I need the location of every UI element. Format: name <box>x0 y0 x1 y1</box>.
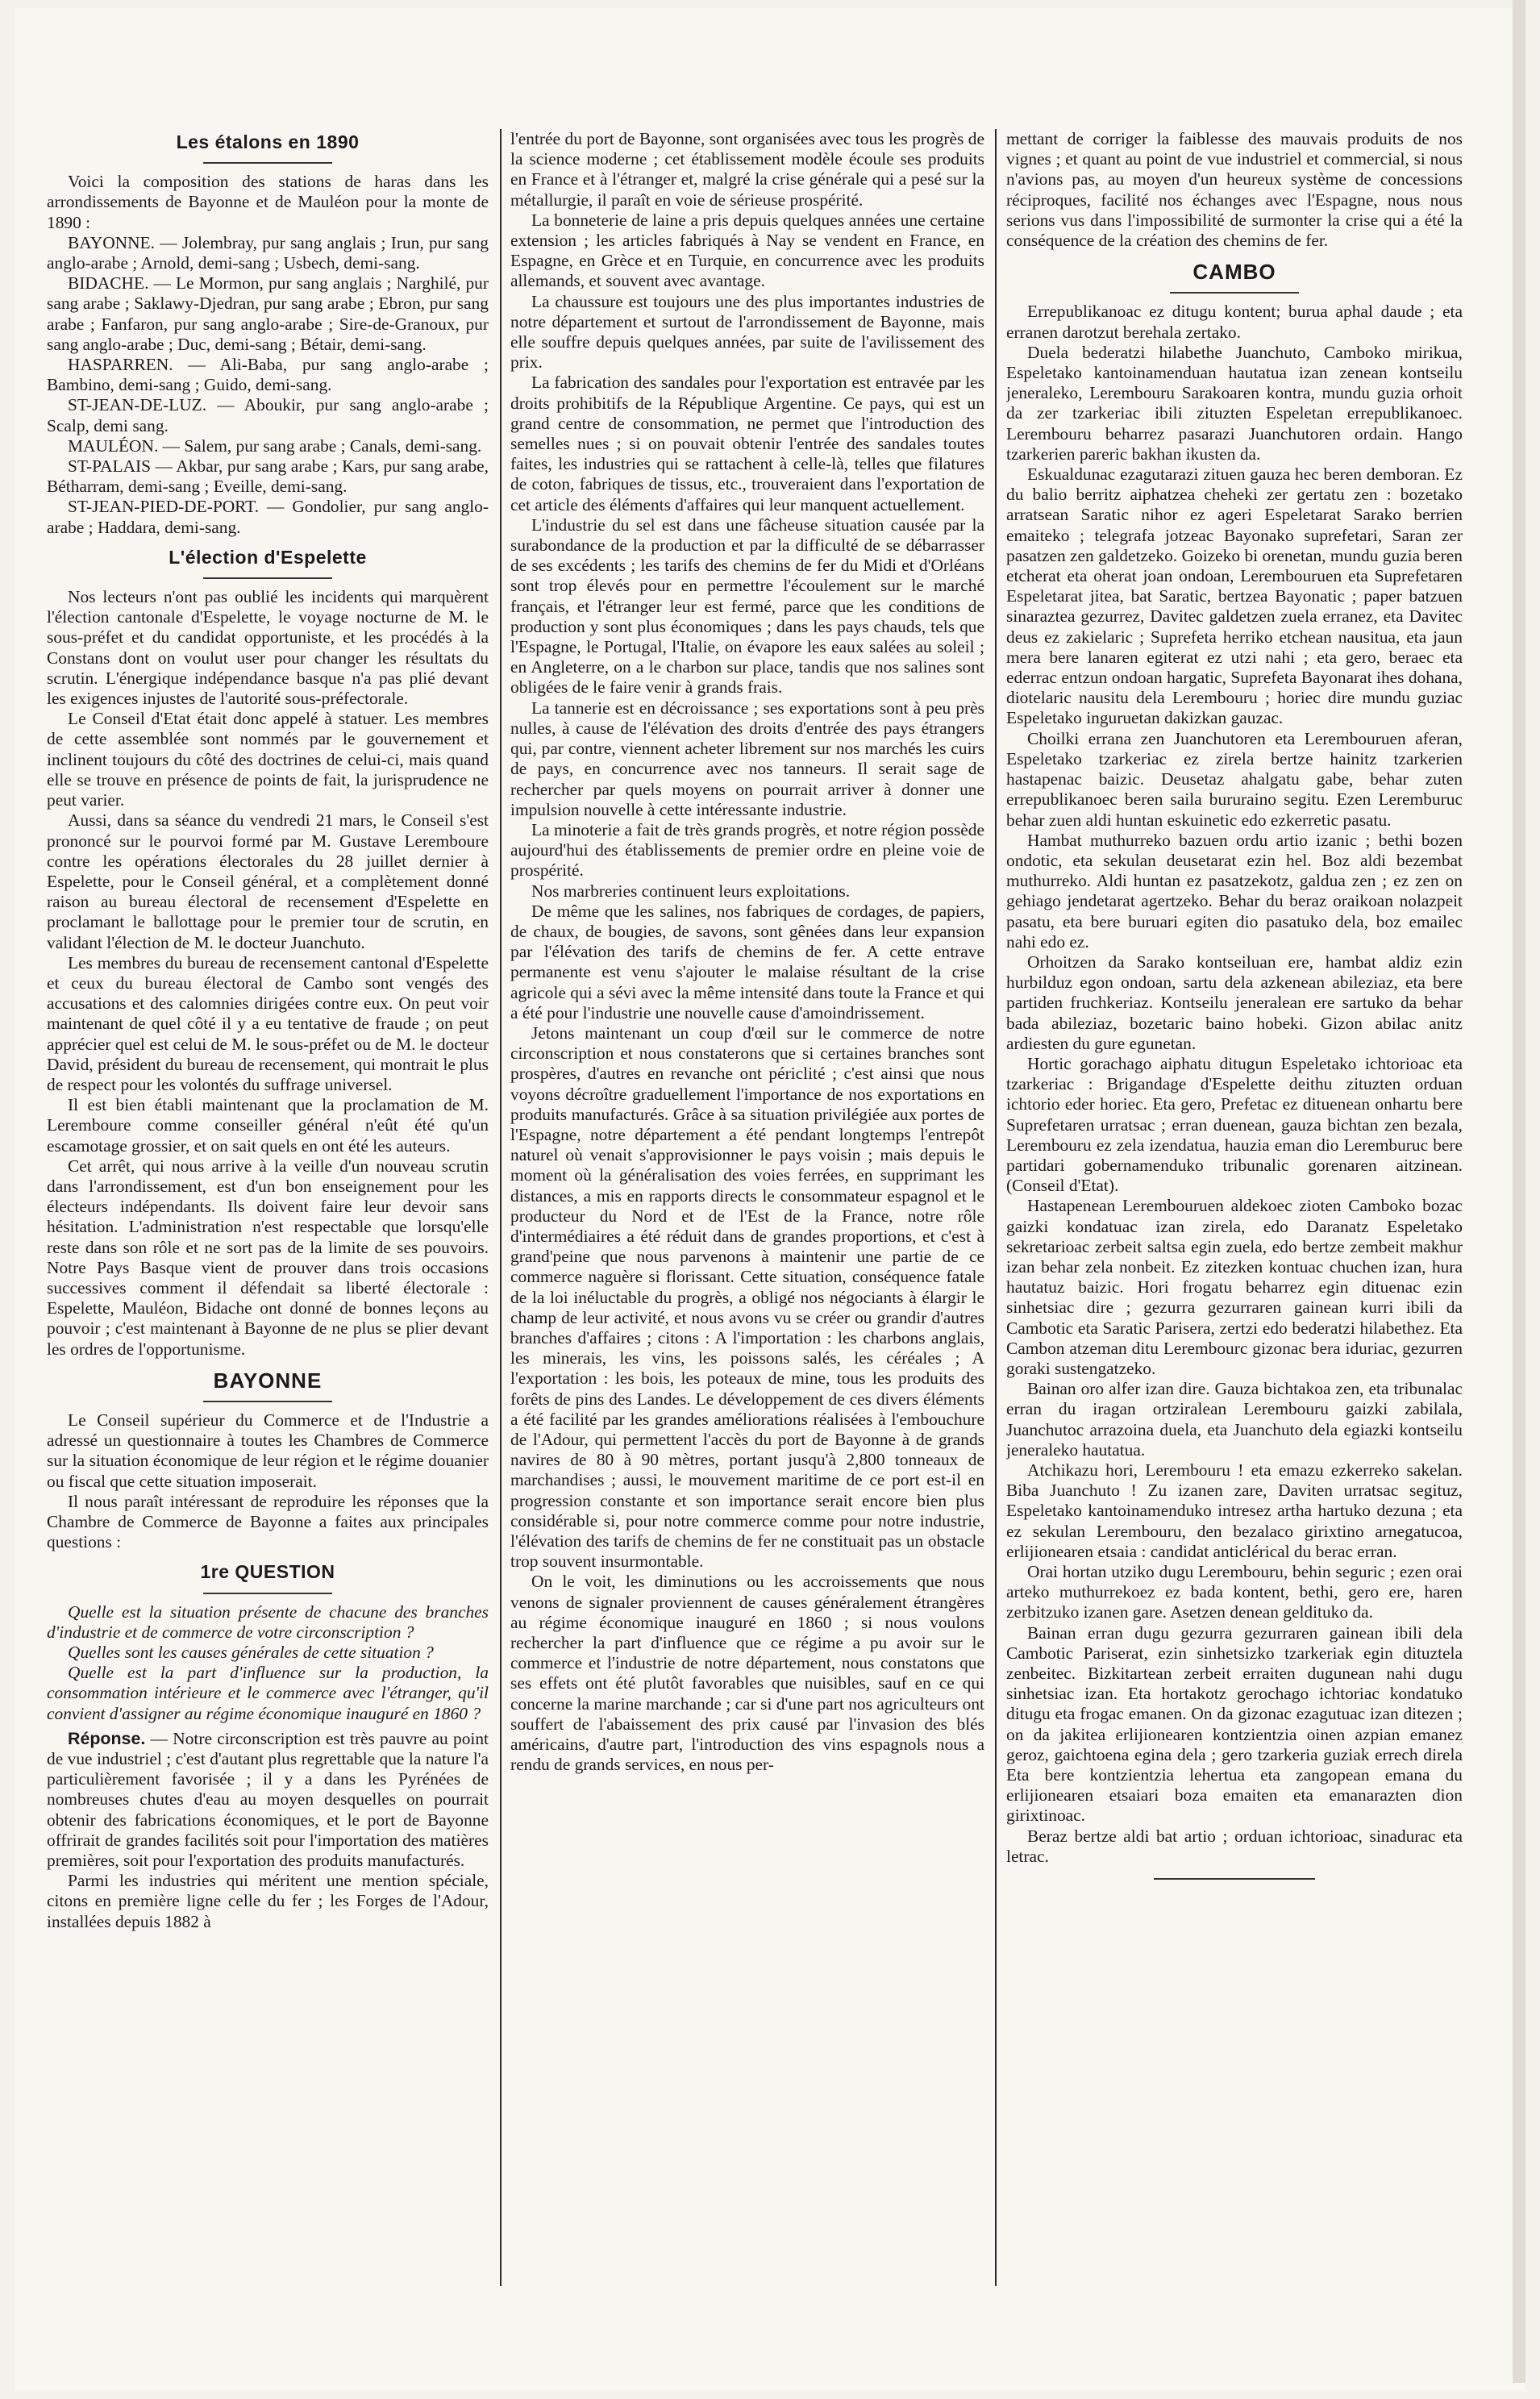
paragraph: Eskualdunac ezagutarazi zituen gauza hec beren demboran. Ez du balio berritz aiphatzea cheheki zer gertatu zen : bozetako arratsean Saratic nihor ez ageri Espeletarat Sarako berrien emaiteko ; telegrafa jotzeac Bayonako suprefetari, Saran zer pasatzen zen galdetzeko. Goizeko bi orenetan, mundu guzia beren etcherat eta oherat joan ondoan, Lerembouruen eta Suprefetaren Espeletarat jitea, bat Saratic, bertzea Bayonatic ; paper batzuen sinaraztea gezurrez, Davitec galdetzen zuela erranez, eta Davitec deus ez zakielaric ; Suprefeta herriko etchean nausitua, eta jaun mera bere lanaren egiterat ez utzi nahi ; eta gero, beraec eta ederrac entzun ondoan hargatic, Suprefeta Bayonarat ihes dohana, diotelaric nausitu dela Lerembouru ; horiec dire mundu guziac Espeletako inguruetan dakizkan gauzac. <box>1006 464 1463 728</box>
paragraph: BIDACHE. — Le Mormon, pur sang anglais ; Narghilé, pur sang arabe ; Saklawy-Djedran, pur sang arabe ; Ebron, pur sang arabe ; Fanfaron, pur sang anglo-arabe ; Sire-de-Granoux, pur sang anglo-arabe ; Duc, demi-sang ; Bétair, demi-sang. <box>47 273 489 354</box>
column-1 <box>47 129 489 2254</box>
heading-cambo: CAMBO <box>1192 260 1276 285</box>
paragraph: ST-JEAN-PIED-DE-PORT. — Gondolier, pur sang anglo-arabe ; Haddara, demi-sang. <box>47 497 489 537</box>
page-edge <box>1513 0 1525 2383</box>
reponse-text: — Notre circonscription est très pauvre au point de vue industriel ; c'est d'autant plus regrettable que la nature l'a particulièrement favorisée ; il y a dans les Pyrénées de nombreuses chutes d'eau au moyen desquelles on pourrait obtenir des fabrications économiques, et le port de Bayonne offrirait de grandes facilités soit pour l'importation des matières premières, soit pour l'exportation des produits manufacturés. <box>47 1728 489 1871</box>
paragraph: HASPARREN. — Ali-Baba, pur sang anglo-arabe ; Bambino, demi-sang ; Guido, demi-sang. <box>47 355 489 395</box>
paragraph: La minoterie a fait de très grands progrès, et notre région possède aujourd'hui des établissements de premier ordre en pleine voie de prospérité. <box>510 819 984 881</box>
paragraph: De même que les salines, nos fabriques de cordages, de papiers, de chaux, de bougies, de savons, sont gênées dans leur expansion par l'élévation des tarifs de chemins de fer. A cette entrave permanente est venu s'ajouter le malaise résultant de la crise agricole qui a sévi avec la même intensité dans toute la France et qui a été pour l'industrie une nouvelle cause d'amoindrissement. <box>510 901 984 1022</box>
paragraph: Bainan erran dugu gezurra gezurraren gainean ibili dela Cambotic Pariserat, ezin sinhetsizko tzarkeriak egin dituztela zenbeitec. Bizkitartean zerbeit erraiten dugunean nahi dugu sinhetsiac izan. Eta hortakotz gerochago ichtoriac kondatuko ditugu eta frogac emanen. On da gizonac ezagutuac izan ditezen ; on da jakitea erlijionearen kontzientzia oinen azpian emanez geroz, gaichtoena egina dela ; gero tzarkeria guziak errech direla Eta bere kontzientzia lehertua eta zangopean emana du erlijionearen etsaiari boza emaiten eta emanarazten dion girixtinoac. <box>1006 1622 1463 1826</box>
heading-underline <box>203 577 332 579</box>
column-rule-left <box>500 129 502 2286</box>
paragraph: Le Conseil supérieur du Commerce et de l'Industrie a adressé un questionnaire à toutes les Chambres de Commerce sur la situation économique de leur région et le régime douanier ou fiscal que cette situation imposerait. <box>47 1410 489 1491</box>
paragraph: Le Conseil d'Etat était donc appelé à statuer. Les membres de cette assemblée sont nommés par le gouvernement et inclinent toujours du côté des doctrines de celui-ci, mais quand elle se trouve en présence de points de fait, la jurisprudence ne peut varier. <box>47 709 489 810</box>
paragraph: l'entrée du port de Bayonne, sont organisées avec tous les progrès de la science moderne ; cet établissement modèle écoule ses produits en France et à l'étranger et, malgré la crise générale qui a pesé sur la métallurgie, il paraît en voie de sérieuse prospérité. <box>510 129 984 210</box>
paragraph: Orhoitzen da Sarako kontseiluan ere, hambat aldiz ezin hurbilduz egon ondoan, sartu dela azkenean abileziaz, eta bere partiden fruchkeriaz. Kontseilu jeneralean ere sartuko da behar bada abileziaz, bozetaric baino hobeki. Gizon abilac anitz ardiesten du gure egunetan. <box>1006 952 1463 1053</box>
end-rule <box>1154 1878 1315 1880</box>
paragraph: La chaussure est toujours une des plus importantes industries de notre département et surtout de l'arrondissement de Bayonne, mais elle souffre depuis quelques années, par suite de l'avilissement des prix. <box>510 291 984 373</box>
paragraph: Beraz bertze aldi bat artio ; orduan ichtorioac, sinadurac eta letrac. <box>1006 1826 1463 1866</box>
paragraph: La tannerie est en décroissance ; ses exportations sont à peu près nulles, à cause de l'élévation des droits d'entrée des pays étrangers qui, par contre, viennent acheter librement sur nos marchés les cuirs de pays, en concurrence avec nos tanneurs. Il serait sage de rechercher par quels moyens on pourrait arriver à donner une impulsion nouvelle à cette intéressante industrie. <box>510 698 984 819</box>
paragraph: Bainan oro alfer izan dire. Gauza bichtakoa zen, eta tribunalac erran du iragan ortziralean Lerembouru gaizki zabilala, Juanchutoc arrazoina duela, eta Juanchuto dela egiazki kontseilu jeneraleko hautatua. <box>1006 1379 1463 1460</box>
heading-underline <box>1170 292 1299 294</box>
question-text: Quelles sont les causes générales de cette situation ? <box>68 1643 434 1663</box>
paragraph: Hambat muthurreko bazuen ordu artio izanic ; bethi bozen ondotic, eta sekulan deusetarat ezin hel. Boz aldi bezembat muthurreko. Aldi huntan ez pasatzekotz, galdua zen ; ez zen on gehiago jendetarat agertzeko. Behar du beraz oraikoan nolazpeit pasatu, eta bere buruari egiten dio pasatuko dela, boz emailec nahi edo ez. <box>1006 830 1463 952</box>
paragraph: Hortic gorachago aiphatu ditugun Espeletako ichtorioac eta tzarkeriac : Brigandage d'Espelette deithu zituzten orduan ichtorio eder horiec. Eta gero, Prefetac ez dituenean onhartu bere Suprefetaren urratsac ; erran duenean, gauza bichtan zen bezala, Lerembouru ez zela izendatua, hauzia eman dio Leremburuc bere partidari gobernamenduko tribunalic gorenaren aitzinean. (Conseil d'Etat). <box>1006 1053 1463 1196</box>
heading-election: L'élection d'Espelette <box>169 546 367 568</box>
heading-etalons: Les étalons en 1890 <box>176 131 360 152</box>
paragraph <box>47 1729 489 1871</box>
paragraph: Les membres du bureau de recensement cantonal d'Espelette et ceux du bureau électoral de Cambo sont vengés des accusations et des calomnies dirigées contre eux. On peut voir maintenant de quel côté il y a eu tentative de fraude ; on peut apprécier quel est celui de M. le sous-préfet ou de M. le docteur David, président du bureau de recensement, qui montrait le plus de respect pour les volontés du suffrage universel. <box>47 952 489 1094</box>
paragraph: mettant de corriger la faiblesse des mauvais produits de nos vignes ; et quant au point de vue industriel et commercial, si nous n'avions pas, au moyen d'un heureux système de concessions réciproques, facilité nos échanges avec l'Espagne, nous nous serions vus dans l'impossibilité de surmonter la crise qui a été la conséquence de la création des chemins de fer. <box>1006 129 1463 251</box>
paragraph: On le voit, les diminutions ou les accroissements que nous venons de signaler proviennent de causes généralement étrangères au régime économique inauguré en 1860 ; si nous voulons rechercher la part d'influence que ce régime a pu avoir sur le commerce et l'industrie de notre département, nous constatons que ses effets ont été plutôt favorables que nuisibles, sauf en ce qui concerne la marine marchande ; car si d'une part nos agriculteurs ont souffert de l'abaissement des prix causé par l'invasion des blés américains, d'autre part, l'introduction des vins espagnols nous a rendu de grands services, en nous per- <box>510 1572 984 1775</box>
paragraph: Nos marbreries continuent leurs exploitations. <box>531 881 851 901</box>
paragraph: Voici la composition des stations de haras dans les arrondissements de Bayonne et de Mauléon pour la monte de 1890 : <box>47 172 489 232</box>
paragraph: Atchikazu hori, Lerembouru ! eta emazu ezkerreko sakelan. Biba Juanchuto ! Zu izanen zare, Daviten urratsac segituz, Espeletako kantoinamenduko intresez artha hartuko dezuna ; eta ez sekulan Lerembouru, den bezalaco girixtino arnegatucoa, erlijionearen etsaia : candidat anticlérical du berac erran. <box>1006 1460 1463 1561</box>
paragraph: ST-PALAIS — Akbar, pur sang arabe ; Kars, pur sang arabe, Bétharram, demi-sang ; Eveille, demi-sang. <box>47 456 489 497</box>
paragraph: Il nous paraît intéressant de reproduire les réponses que la Chambre de Commerce de Bayonne a faites aux principales questions : <box>47 1491 489 1552</box>
column-3 <box>1006 129 1463 2254</box>
heading-question: 1re QUESTION <box>200 1561 335 1583</box>
column-rule-right <box>995 129 997 2286</box>
paragraph: MAULÉON. — Salem, pur sang arabe ; Canals, demi-sang. <box>68 435 482 456</box>
heading-underline <box>203 1593 332 1594</box>
paragraph: Cet arrêt, qui nous arrive à la veille d'un nouveau scrutin dans l'arrondissement, est d'un bon enseignement pour les électeurs indépendants. Ils doivent faire leur devoir sans hésitation. L'administration n'est respectable que lorsqu'elle reste dans son rôle et ne sort pas de la limite de ses pouvoirs. Notre Pays Basque vient de prouver dans trois occasions successives comment il défendait sa liberté électorale : Espelette, Mauléon, Bidache ont donné de bonnes leçons au pouvoir ; c'est maintenant à Bayonne de ne plus se plier devant les ordres de l'opportunisme. <box>47 1156 489 1359</box>
reponse-label: Réponse. <box>68 1728 146 1748</box>
question-text: Quelle est la situation présente de chacune des branches d'industrie et de commerce de votre circonscription ? <box>47 1601 489 1642</box>
paragraph: Duela bederatzi hilabethe Juanchuto, Camboko mirikua, Espeletako kantoinamenduan hautatua izan zenean kontseilu jeneraleko, Lerembouru Sarakoaren kontra, mundu guzia orhoit da zer tzarkeriac ibili zituzten Espeletan errepublikanoec. Lerembouru beharrez pasarazi Juanchutoren ordain. Hango tzarkerien pareric bakhan ikusten da. <box>1006 342 1463 464</box>
paragraph: Aussi, dans sa séance du vendredi 21 mars, le Conseil s'est prononcé sur le pourvoi formé par M. Gustave Lerembourе contre les opérations électorales du 28 juillet dernier à Espelette, pour le Conseil général, et a complètement donné raison au bureau électoral de recensement d'Espelette en proclamant le ballottage pour le premier tour de scrutin, en validant l'élection de M. le docteur Juanchuto. <box>47 810 489 952</box>
paragraph: L'industrie du sel est dans une fâcheuse situation causée par la surabondance de la production et par la difficulté de se débarrasser de ses excédents ; les tarifs des chemins de fer du Midi et d'Orléans sont trop élevés pour en permettre l'écoulement sur le marché français, et l'étranger leur est fermé, parce que les conditions de production y sont plus économiques ; dans les pays chauds, tels que l'Espagne, le Portugal, l'Italie, on évapore les eaux salées au soleil ; en Angleterre, on a le charbon sur place, tandis que nos salines sont obligées de le faire venir à grands frais. <box>510 514 984 698</box>
newspaper-page <box>15 8 1525 2391</box>
column-2 <box>510 129 984 2254</box>
question-text: Quelle est la part d'influence sur la production, la consommation intérieure et le commerce avec l'étranger, qu'il convient d'assigner au régime économique inauguré en 1860 ? <box>47 1663 489 1723</box>
heading-underline <box>203 1401 332 1402</box>
paragraph: Hastapenean Lerembouruen aldekoec zioten Camboko bozac gaizki kondatuac izan zirela, edo Daranatz Espeletako sekretarioac zerbeit saltsa egin zuela, edo bertze zembeit makhur izan behar zela nonbeit. Ez zitezken kontuac chuchen izan, hura hautatuz baizic. Hori frogatu beharrez egin dituenac ezin sinhetsiac dire ; gezurra gezurraren gainean kurri ibili da Cambotic eta Saratic Parisera, zertzi edo bederatzi hilabethez. Eta Cambon atzeman ditu Lerembourc gizonac bera iduriac, gezurren goraki sustengatzeko. <box>1006 1196 1463 1378</box>
paragraph: Jetons maintenant un coup d'œil sur le commerce de notre circonscription et nous constaterons que si certaines branches sont prospères, d'autres en revanche ont périclité ; c'est ainsi que nous voyons décroître graduellement l'importance de nos exportations en produits manufacturés. Grâce à sa situation privilégiée aux portes de l'Espagne, notre département a été pendant longtemps l'entrepôt naturel où venait s'approvisionner le pays voisin ; mais depuis le moment où la généralisation des voies ferrées, en supprimant les distances, a mis en rapports directs le consommateur espagnol et le producteur du Nord et de l'Est de la France, notre rôle d'intermédiaires a été réduit dans de grandes proportions, et c'est à grand'peine que nous parvenons à maintenir une partie de ce commerce naguère si florissant. Cette situation, conséquence fatale de la loi inéluctable du progrès, a obligé nos négociants à élargir le champ de leur activité, et nous avons vu se créer ou grandir d'autres branches d'affaires ; citons : A l'importation : les charbons anglais, les minerais, les vins, les poissons salés, les céréales ; A l'exportation : les bois, les poteaux de mine, tous les produits des forêts de pins des Landes. Le développement de ces divers éléments a été facilité par les grandes améliorations réalisées à l'embouchure de l'Adour, qui permettent l'accès du port de Bayonne à de grands navires de 80 à 90 mètres, portant jusqu'à 2,800 tonneaux de marchandises ; aussi, le mouvement maritime de ce port est-il en progression constante et son importance serait encore bien plus considérable si, pour notre commerce comme pour notre industrie, l'élévation des tarifs de chemins de fer ne constituait pas un obstacle trop souvent insurmontable. <box>510 1022 984 1572</box>
paragraph: La fabrication des sandales pour l'exportation est entravée par les droits prohibitifs de la République Argentine. Ce pays, qui est un grand centre de consommation, ne permet que l'introduction des semelles nues ; si on pouvait obtenir l'entrée des sandales toutes faites, les industries qui se rattachent à celle-là, telles que filatures de coton, fabriques de tissus, etc., trouveraient dans l'exportation de cet article des éléments d'affaires qui leur manquent actuellement. <box>510 373 984 514</box>
paragraph: Orai hortan utziko dugu Lerembouru, behin seguric ; ezen orai arteko muthurrekoez ez bada kontent, bethi, gero ere, haren zerbitzuko izanen gare. Asetzen denean geldituko da. <box>1006 1562 1463 1622</box>
paragraph: Errepublikanoac ez ditugu kontent; burua aphal daude ; eta erranen darotzut berehala zertako. <box>1006 302 1463 342</box>
heading-bayonne: BAYONNE <box>213 1368 323 1393</box>
paragraph: La bonneterie de laine a pris depuis quelques années une certaine extension ; les articles fabriqués à Nay se vendent en France, en Espagne, en Grèce et en Turquie, en concurrence avec les produits allemands, et souvent avec avantage. <box>510 210 984 291</box>
paragraph: Nos lecteurs n'ont pas oublié les incidents qui marquèrent l'élection cantonale d'Espelette, le voyage nocturne de M. le sous-préfet et du candidat opportuniste, et les procédés à la Constans dont on voulut user pour changer les résultats du scrutin. L'énergique indépendance basque n'a pas plié devant les exigences injustes de l'autorité sous-préfectorale. <box>47 587 489 709</box>
paragraph: Parmi les industries qui méritent une mention spéciale, citons en première ligne celle du fer ; les Forges de l'Adour, installées depuis 1882 à <box>47 1871 489 1931</box>
heading-underline <box>203 162 332 164</box>
paragraph: Il est bien établi maintenant que la proclamation de M. Lerembourе comme conseiller général n'eût été qu'un escamotage grossier, et on sait quels en ont été les auteurs. <box>47 1095 489 1156</box>
paragraph: ST-JEAN-DE-LUZ. — Aboukir, pur sang anglo-arabe ; Scalp, demi sang. <box>47 395 489 435</box>
paragraph: Choilki errana zen Juanchutoren eta Lerembouruen aferan, Espeletako tzarkeriac ez zirela bertze hainitz tzarkerien hastapenac baizic. Deusetaz ahalgatu gabe, behar zuten errepublikanoec beren saila bururaino segitu. Ezen Leremburuc behar zuen aldi huntan eskuinetic edo ezkerretic pasatu. <box>1006 728 1463 830</box>
paragraph: BAYONNE. — Jolembray, pur sang anglais ; Irun, pur sang anglo-arabe ; Arnold, demi-sang ; Usbech, demi-sang. <box>47 232 489 273</box>
